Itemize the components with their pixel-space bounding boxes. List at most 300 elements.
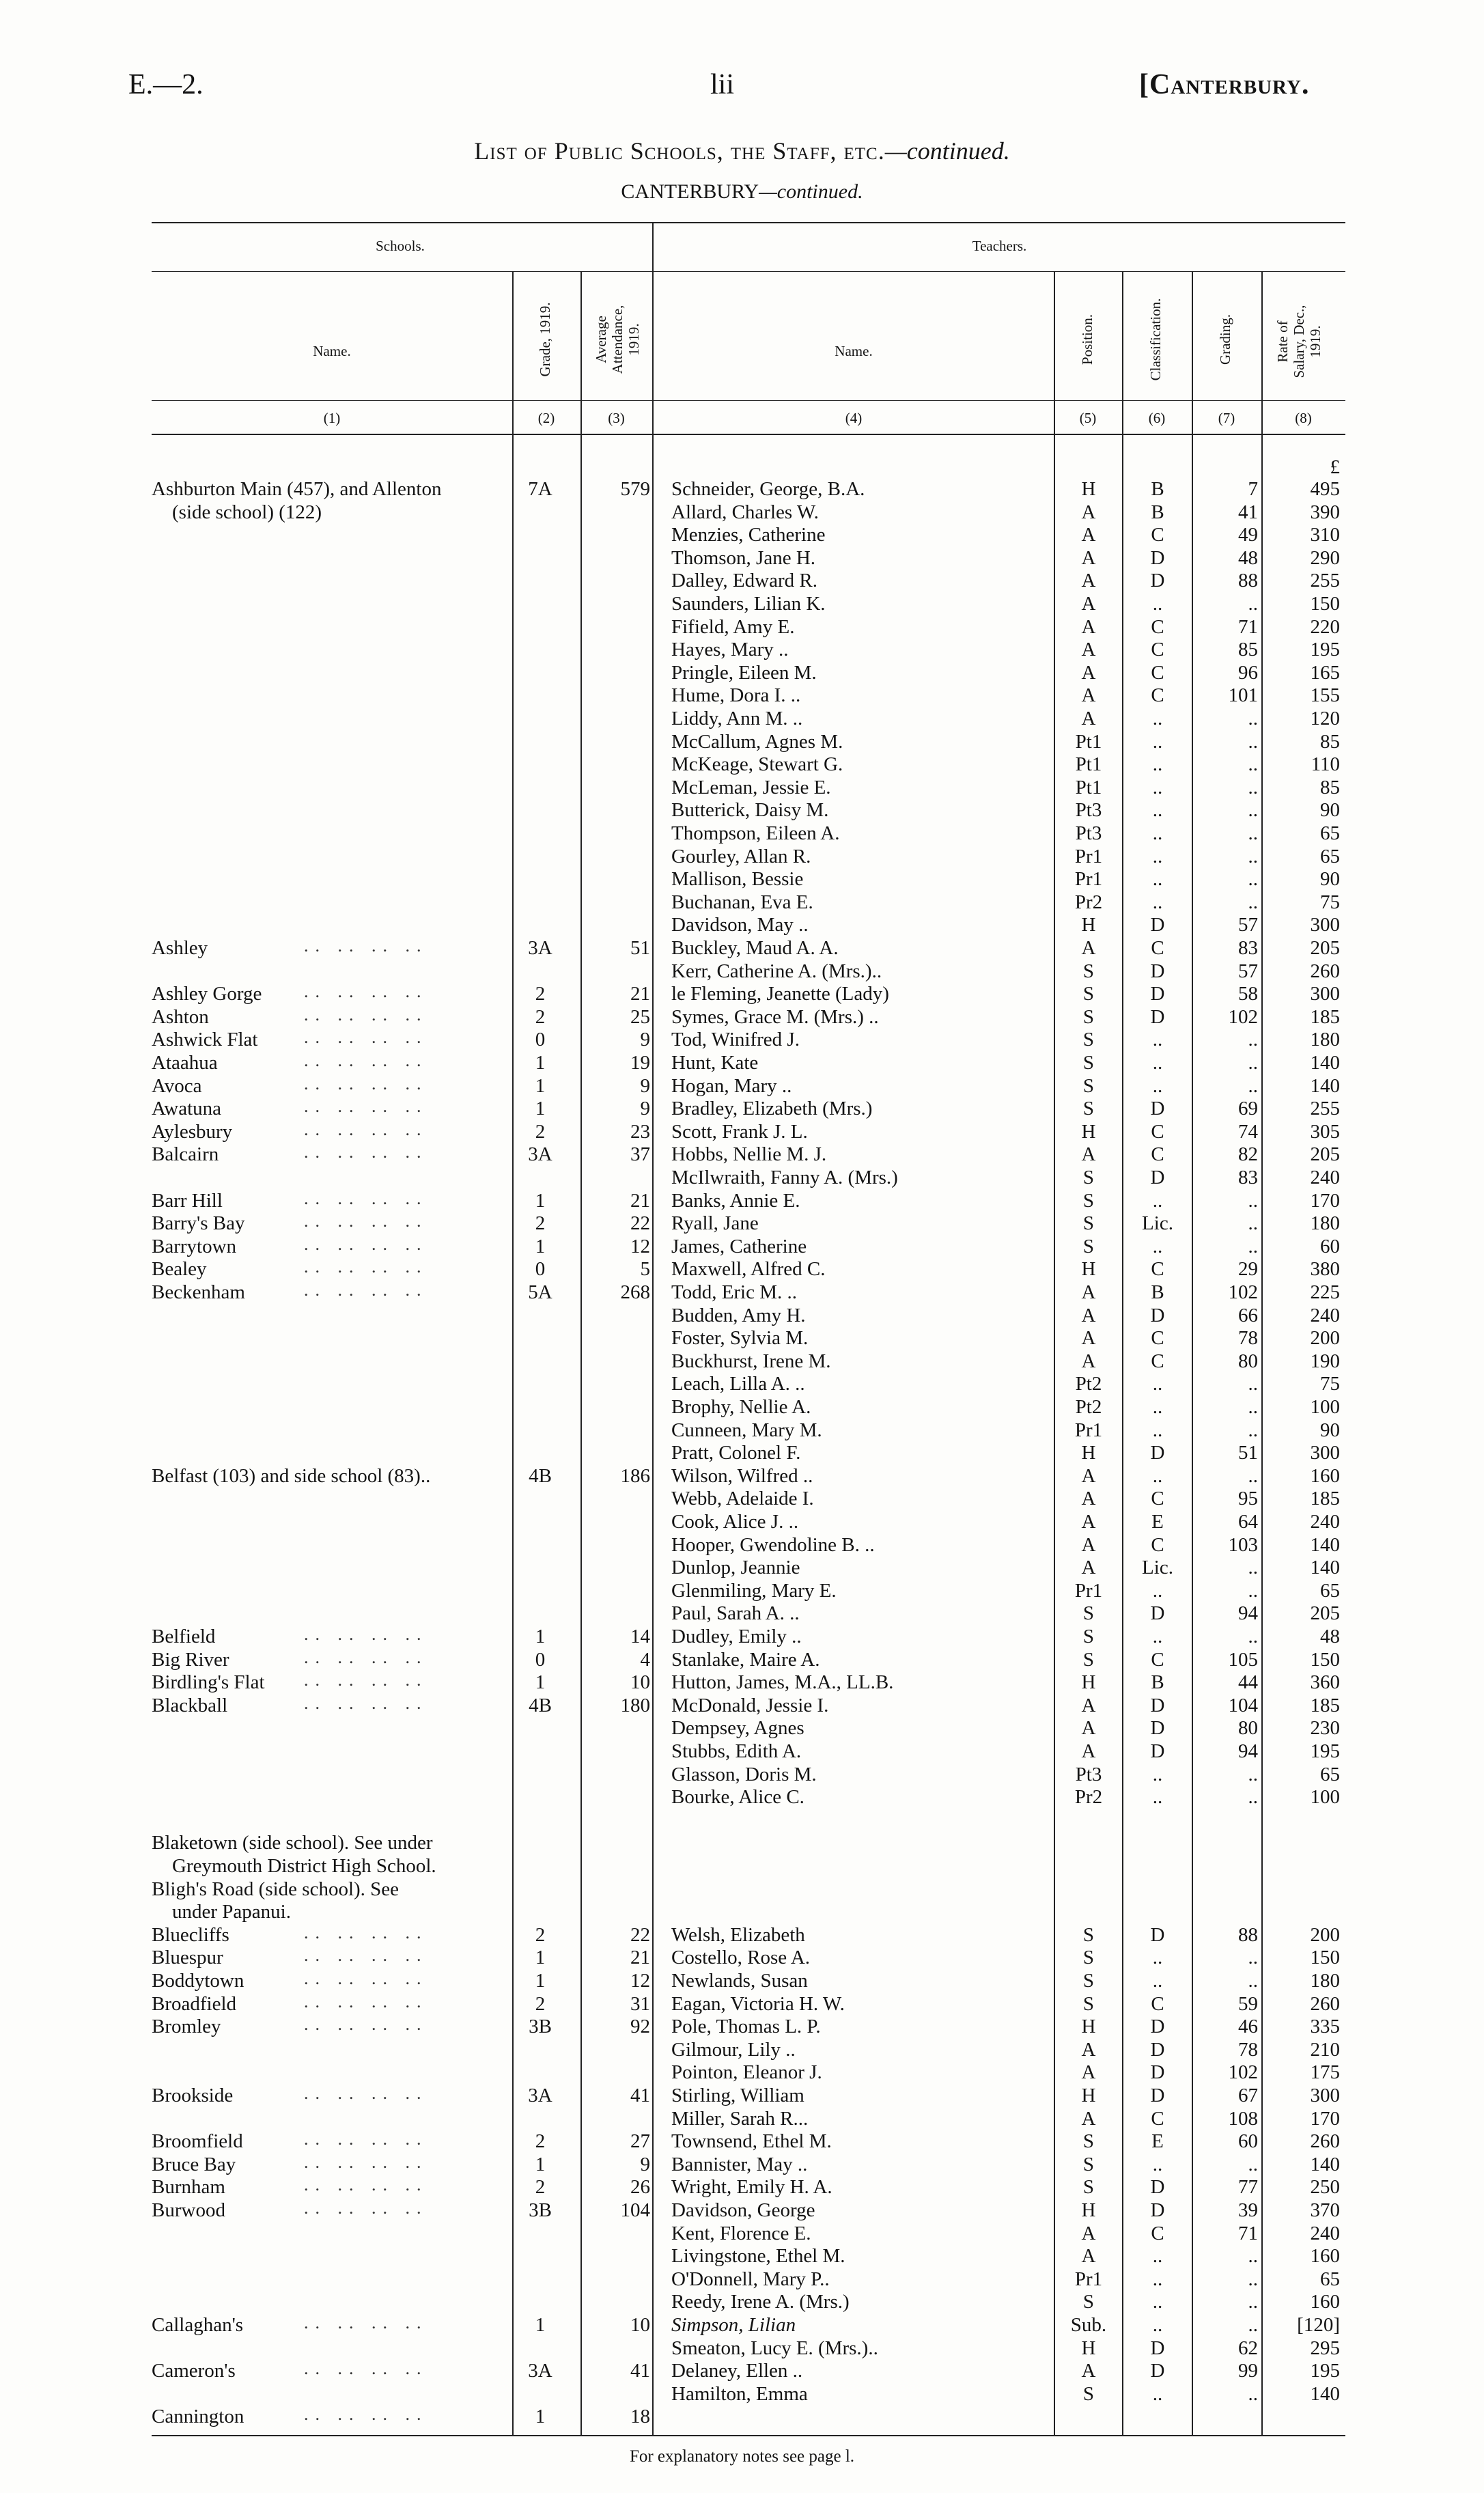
school-grade: 1 — [535, 1235, 546, 1257]
teacher-name: Cook, Alice J. .. — [671, 1511, 799, 1533]
teacher-salary: 150 — [1310, 1648, 1340, 1671]
school-name: Birdling's Flat — [152, 1671, 265, 1694]
teacher-classification: B — [1151, 1671, 1164, 1694]
teacher-grading: 57 — [1238, 914, 1258, 936]
teacher-salary: 75 — [1320, 891, 1340, 913]
teacher-classification: C — [1151, 684, 1164, 707]
teacher-classification: Lic. — [1142, 1212, 1173, 1235]
teacher-classification: .. — [1152, 1419, 1163, 1441]
teacher-salary: 390 — [1310, 501, 1340, 523]
school-attendance: 23 — [630, 1120, 650, 1143]
teacher-grading: 80 — [1238, 1350, 1258, 1372]
teacher-position: S — [1082, 1923, 1095, 1946]
teacher-salary: 90 — [1320, 868, 1340, 891]
teacher-grading: 101 — [1228, 684, 1258, 707]
group-teachers: Teachers. — [972, 238, 1027, 254]
leader-dots: .. .. .. .. — [304, 2358, 428, 2379]
teacher-name: Hume, Dora I. .. — [671, 684, 801, 707]
teacher-name: Smeaton, Lucy E. (Mrs.).. — [671, 2337, 878, 2359]
teacher-classification: .. — [1152, 593, 1163, 615]
teacher-name: Bradley, Elizabeth (Mrs.) — [671, 1098, 873, 1120]
teacher-salary: 60 — [1320, 1235, 1340, 1257]
teacher-name: James, Catherine — [671, 1235, 807, 1257]
leader-dots: .. .. .. .. — [304, 1142, 428, 1162]
teacher-classification: C — [1151, 524, 1164, 546]
leader-dots: .. .. .. .. — [304, 1234, 428, 1254]
teacher-name: Maxwell, Alfred C. — [671, 1258, 826, 1281]
teacher-grading: 59 — [1238, 1992, 1258, 2015]
teacher-salary: 220 — [1310, 615, 1340, 638]
school-name: Barrytown — [152, 1235, 237, 1257]
teacher-position: A — [1081, 2360, 1096, 2382]
teacher-salary: 100 — [1310, 1786, 1340, 1809]
teacher-name: Dudley, Emily .. — [671, 1626, 802, 1647]
teacher-salary: 240 — [1310, 1511, 1340, 1533]
teacher-salary: 110 — [1311, 753, 1340, 776]
teacher-position: A — [1081, 1740, 1096, 1762]
teacher-grading: .. — [1248, 753, 1258, 776]
teacher-salary: 160 — [1310, 1464, 1340, 1487]
school-attendance: 26 — [630, 2176, 650, 2199]
teacher-salary: 190 — [1310, 1350, 1340, 1372]
teacher-salary: 255 — [1310, 570, 1340, 592]
header-salary-text: Rate of Salary, Dec., 1919. — [1274, 305, 1324, 378]
school-attendance: 25 — [630, 1005, 650, 1028]
school-name: Belfast (103) and side school (83).. — [152, 1464, 431, 1487]
teacher-salary: 290 — [1310, 546, 1340, 569]
teacher-grading: 64 — [1238, 1511, 1258, 1533]
teacher-name: Miller, Sarah R... — [671, 2107, 809, 2130]
teacher-grading: .. — [1248, 1373, 1258, 1395]
school-name: Burnham — [152, 2176, 225, 2199]
teacher-position: A — [1081, 524, 1096, 546]
school-grade: 3A — [528, 2360, 552, 2382]
teacher-position: S — [1082, 2291, 1095, 2313]
teacher-position: A — [1081, 1281, 1096, 1303]
school-attendance: 186 — [620, 1464, 650, 1487]
teacher-position: H — [1081, 1442, 1096, 1464]
teacher-name: Butterick, Daisy M. — [671, 799, 829, 822]
school-name: Bruce Bay — [152, 2153, 236, 2175]
teacher-name: Dempsey, Agnes — [671, 1717, 804, 1740]
teacher-name: Menzies, Catherine — [671, 524, 826, 546]
teacher-salary: 185 — [1310, 1488, 1340, 1510]
school-name: under Papanui. — [172, 1901, 291, 1923]
teacher-name: Costello, Rose A. — [671, 1947, 811, 1969]
leader-dots: .. .. .. .. — [304, 1096, 428, 1117]
school-name: Barr Hill — [152, 1189, 223, 1212]
teacher-grading: 66 — [1238, 1304, 1258, 1326]
teacher-position: A — [1081, 2038, 1096, 2061]
teacher-grading: 67 — [1238, 2085, 1258, 2106]
school-grade: 5A — [528, 1281, 552, 1303]
teacher-salary: 300 — [1310, 983, 1340, 1005]
teacher-grading: 82 — [1238, 1143, 1258, 1166]
teacher-classification: .. — [1152, 799, 1163, 822]
teacher-grading: 95 — [1238, 1488, 1258, 1510]
teacher-grading: .. — [1248, 1396, 1258, 1418]
teacher-position: A — [1081, 2061, 1096, 2084]
column-number: (1) — [323, 410, 341, 426]
school-attendance: 180 — [620, 1694, 650, 1716]
teacher-grading: .. — [1248, 1052, 1258, 1074]
teacher-grading: 60 — [1238, 2130, 1258, 2153]
school-grade: 1 — [535, 2406, 546, 2428]
teacher-name: Hooper, Gwendoline B. .. — [671, 1533, 875, 1556]
teacher-name: Thomson, Jane H. — [671, 546, 816, 569]
school-grade: 0 — [535, 1258, 546, 1281]
teacher-salary: 155 — [1310, 684, 1340, 707]
teacher-classification: E — [1151, 1511, 1164, 1533]
school-attendance: 4 — [640, 1648, 650, 1671]
teacher-classification: .. — [1152, 1235, 1163, 1257]
teacher-name: Bourke, Alice C. — [671, 1786, 804, 1809]
teacher-classification: D — [1150, 1167, 1165, 1188]
column-number: (2) — [537, 410, 555, 426]
teacher-name: McLeman, Jessie E. — [671, 776, 831, 798]
teacher-classification: .. — [1152, 730, 1163, 753]
teacher-salary: 85 — [1320, 730, 1340, 753]
teacher-salary: 140 — [1310, 2382, 1340, 2405]
teacher-name: Fifield, Amy E. — [671, 615, 795, 638]
teacher-name: Brophy, Nellie A. — [671, 1396, 811, 1418]
teacher-salary: 65 — [1320, 1763, 1340, 1785]
teacher-salary: 370 — [1310, 2199, 1340, 2221]
teacher-name: Schneider, George, B.A. — [671, 478, 865, 500]
teacher-name: Newlands, Susan — [671, 1970, 808, 1992]
subtitle-text: CANTERBURY — [621, 180, 759, 203]
teacher-classification: D — [1150, 2176, 1165, 2199]
teacher-position: Pt2 — [1075, 1373, 1102, 1395]
teacher-position: A — [1081, 593, 1096, 615]
teacher-salary: 305 — [1310, 1120, 1340, 1143]
header-attendance-text: Average Attendance, 1919. — [593, 305, 643, 374]
school-grade: 1 — [535, 2153, 546, 2175]
teacher-position: Pt3 — [1075, 822, 1102, 844]
teacher-salary: 205 — [1310, 1143, 1340, 1166]
teacher-position: Sub. — [1070, 2314, 1107, 2336]
school-attendance: 18 — [630, 2406, 650, 2428]
teacher-name: McDonald, Jessie I. — [671, 1694, 829, 1716]
teacher-position: A — [1081, 546, 1096, 569]
teacher-name: Townsend, Ethel M. — [671, 2130, 832, 2153]
school-grade: 0 — [535, 1648, 546, 1671]
teacher-classification: C — [1151, 1327, 1164, 1350]
school-attendance: 5 — [640, 1258, 650, 1281]
teacher-position: A — [1081, 2222, 1096, 2244]
teacher-classification: D — [1150, 2085, 1165, 2106]
teacher-grading: .. — [1248, 1626, 1258, 1647]
teacher-position: Pr1 — [1074, 845, 1103, 867]
page-number: lii — [710, 69, 735, 100]
school-grade: 4B — [529, 1464, 552, 1487]
teacher-classification: B — [1151, 501, 1164, 523]
teacher-salary: 180 — [1310, 1029, 1340, 1051]
school-name: Blaketown (side school). See under — [152, 1832, 433, 1854]
school-name: Bealey — [152, 1258, 207, 1281]
school-grade: 2 — [535, 983, 546, 1005]
teacher-position: A — [1081, 1557, 1096, 1579]
leader-dots: .. .. .. .. — [304, 1280, 428, 1300]
school-attendance: 10 — [630, 2314, 650, 2336]
leader-dots: .. .. .. .. — [304, 2198, 428, 2218]
school-name: Bromley — [152, 2016, 221, 2038]
teacher-position: S — [1082, 1648, 1095, 1671]
teacher-classification: C — [1151, 1120, 1164, 1143]
teacher-grading: .. — [1248, 1763, 1258, 1785]
teacher-position: Pt1 — [1075, 753, 1102, 776]
teacher-classification: .. — [1152, 891, 1163, 913]
teacher-grading: .. — [1248, 1947, 1258, 1969]
page-code: E.—2. — [128, 69, 204, 100]
teacher-name: Paul, Sarah A. .. — [671, 1602, 800, 1625]
teacher-position: A — [1081, 1533, 1096, 1556]
teacher-position: A — [1081, 708, 1096, 729]
school-name: Bluespur — [152, 1947, 223, 1969]
teacher-position: S — [1082, 2176, 1095, 2199]
teacher-classification: .. — [1152, 2382, 1163, 2405]
teacher-name: Davidson, May .. — [671, 914, 809, 936]
teacher-grading: .. — [1248, 1212, 1258, 1235]
teacher-position: S — [1082, 1947, 1095, 1969]
school-attendance: 31 — [630, 1992, 650, 2015]
school-attendance: 12 — [630, 1235, 650, 1257]
teacher-name: Stubbs, Edith A. — [671, 1740, 802, 1762]
teacher-classification: .. — [1152, 2153, 1163, 2175]
teacher-name: Hayes, Mary .. — [671, 639, 789, 661]
teacher-grading: 29 — [1238, 1258, 1258, 1281]
teacher-grading: .. — [1248, 2153, 1258, 2175]
school-grade: 1 — [535, 1074, 546, 1097]
teacher-position: S — [1082, 1626, 1095, 1647]
teacher-position: A — [1081, 1464, 1096, 1487]
school-attendance: 41 — [630, 2085, 650, 2106]
teacher-name: Pringle, Eileen M. — [671, 661, 817, 684]
page-subtitle — [0, 180, 1484, 204]
teacher-name: Liddy, Ann M. .. — [671, 708, 803, 729]
teacher-salary: 90 — [1320, 1419, 1340, 1441]
teacher-salary: 185 — [1310, 1005, 1340, 1028]
teacher-salary: 65 — [1320, 845, 1340, 867]
teacher-name: Delaney, Ellen .. — [671, 2360, 803, 2382]
teacher-name: Pole, Thomas L. P. — [671, 2016, 821, 2038]
teacher-classification: B — [1151, 478, 1164, 500]
school-grade: 3A — [528, 937, 552, 959]
teacher-classification: D — [1150, 1923, 1165, 1946]
teacher-grading: 51 — [1238, 1442, 1258, 1464]
teacher-salary: 195 — [1310, 639, 1340, 661]
school-name: (side school) (122) — [172, 501, 322, 523]
teacher-position: S — [1082, 1235, 1095, 1257]
school-grade: 1 — [535, 1189, 546, 1212]
leader-dots: .. .. .. .. — [304, 2151, 428, 2172]
school-attendance: 10 — [630, 1671, 650, 1694]
teacher-classification: .. — [1152, 1074, 1163, 1097]
teacher-position: S — [1082, 2382, 1095, 2405]
school-name: Balcairn — [152, 1143, 219, 1166]
teacher-classification: D — [1150, 1098, 1165, 1120]
teacher-name: Buchanan, Eva E. — [671, 891, 813, 913]
teacher-grading: 78 — [1238, 2038, 1258, 2061]
school-attendance: 268 — [620, 1281, 650, 1303]
teacher-grading: 46 — [1238, 2016, 1258, 2038]
teacher-name: Livingstone, Ethel M. — [671, 2245, 845, 2268]
teacher-grading: .. — [1248, 799, 1258, 822]
school-grade: 1 — [535, 1052, 546, 1074]
teacher-salary: 260 — [1310, 2130, 1340, 2153]
teacher-salary: 255 — [1310, 1098, 1340, 1120]
teacher-classification: E — [1151, 2130, 1164, 2153]
teacher-grading: 62 — [1238, 2337, 1258, 2359]
teacher-classification: D — [1150, 983, 1165, 1005]
school-name: Callaghan's — [152, 2314, 244, 2336]
school-grade: 3B — [529, 2199, 552, 2221]
teacher-classification: .. — [1152, 1373, 1163, 1395]
teacher-salary: 205 — [1310, 1602, 1340, 1625]
teacher-position: S — [1082, 983, 1095, 1005]
teacher-classification: .. — [1152, 868, 1163, 891]
teacher-grading: 105 — [1228, 1648, 1258, 1671]
teacher-position: A — [1081, 1488, 1096, 1510]
teacher-name: Kerr, Catherine A. (Mrs.).. — [671, 960, 882, 982]
teacher-classification: C — [1151, 639, 1164, 661]
teacher-grading: 80 — [1238, 1717, 1258, 1740]
school-name: Ashley Gorge — [152, 983, 262, 1005]
teacher-name: Gourley, Allan R. — [671, 845, 811, 867]
teacher-classification: D — [1150, 570, 1165, 592]
teacher-salary: 295 — [1310, 2337, 1340, 2359]
teacher-grading: .. — [1248, 868, 1258, 891]
teacher-salary: 170 — [1310, 1189, 1340, 1212]
school-grade: 7A — [528, 478, 552, 500]
teacher-grading: .. — [1248, 1029, 1258, 1051]
teacher-name: Ryall, Jane — [671, 1212, 759, 1235]
school-name: Broomfield — [152, 2130, 243, 2153]
teacher-classification: D — [1150, 546, 1165, 569]
teacher-name: Hutton, James, M.A., LL.B. — [671, 1671, 894, 1694]
leader-dots: .. .. .. .. — [304, 1188, 428, 1208]
teacher-grading: 69 — [1238, 1098, 1258, 1120]
teacher-position: Pt1 — [1075, 730, 1102, 753]
teacher-grading: .. — [1248, 1557, 1258, 1579]
teacher-classification: .. — [1152, 845, 1163, 867]
teacher-position: Pr2 — [1074, 1786, 1103, 1809]
school-name: Cameron's — [152, 2360, 236, 2382]
header-position: Position. — [1079, 314, 1095, 365]
teacher-classification: .. — [1152, 2291, 1163, 2313]
teacher-grading: 71 — [1238, 615, 1258, 638]
teacher-classification: .. — [1152, 1947, 1163, 1969]
school-grade: 2 — [535, 1005, 546, 1028]
teacher-salary: 300 — [1310, 1442, 1340, 1464]
teacher-salary: 360 — [1310, 1671, 1340, 1694]
leader-dots: .. .. .. .. — [304, 2014, 428, 2035]
teacher-name: Kent, Florence E. — [671, 2222, 811, 2244]
header-school-name: Name. — [313, 343, 351, 359]
teacher-classification: Lic. — [1142, 1557, 1173, 1579]
school-grade: 2 — [535, 1212, 546, 1235]
teacher-classification: C — [1151, 1533, 1164, 1556]
teacher-salary: 100 — [1310, 1396, 1340, 1418]
teacher-name: Saunders, Lilian K. — [671, 593, 826, 615]
school-grade: 3A — [528, 2085, 552, 2106]
teacher-grading: .. — [1248, 2382, 1258, 2405]
teacher-grading: 108 — [1228, 2107, 1258, 2130]
school-name: Belfield — [152, 1626, 216, 1647]
teacher-name: Hamilton, Emma — [671, 2382, 808, 2405]
teacher-salary: 495 — [1310, 478, 1340, 500]
leader-dots: .. .. .. .. — [304, 1257, 428, 1277]
teacher-position: S — [1082, 1212, 1095, 1235]
leader-dots: .. .. .. .. — [304, 1647, 428, 1667]
teacher-position: Pt3 — [1075, 1763, 1102, 1785]
teacher-position: H — [1081, 914, 1096, 936]
teacher-classification: C — [1151, 661, 1164, 684]
column-number: (4) — [845, 410, 863, 426]
teacher-salary: 140 — [1310, 2153, 1340, 2175]
teacher-classification: C — [1151, 2107, 1164, 2130]
teacher-grading: 102 — [1228, 2061, 1258, 2084]
teacher-position: S — [1082, 2130, 1095, 2153]
teacher-position: Pt1 — [1075, 776, 1102, 798]
teacher-position: H — [1081, 2337, 1096, 2359]
teacher-classification: D — [1150, 1005, 1165, 1028]
teacher-name: McIlwraith, Fanny A. (Mrs.) — [671, 1167, 898, 1188]
school-grade: 1 — [535, 2314, 546, 2336]
school-grade: 4B — [529, 1694, 552, 1716]
school-grade: 1 — [535, 1626, 546, 1647]
school-name: Bligh's Road (side school). See — [152, 1878, 400, 1900]
teacher-grading: 49 — [1238, 524, 1258, 546]
teacher-salary: 225 — [1310, 1281, 1340, 1303]
school-name: Avoca — [152, 1074, 202, 1097]
currency-symbol: £ — [1330, 456, 1340, 478]
leader-dots: .. .. .. .. — [304, 2175, 428, 2195]
header-grade: Grade, 1919. — [537, 302, 553, 377]
leader-dots: .. .. .. .. — [304, 2129, 428, 2149]
header-attendance — [593, 288, 642, 391]
teacher-classification: D — [1150, 1602, 1165, 1625]
column-number: (7) — [1218, 410, 1235, 426]
teacher-position: H — [1081, 2016, 1096, 2038]
teacher-position: A — [1081, 661, 1096, 684]
teacher-grading: 96 — [1238, 661, 1258, 684]
teacher-position: S — [1082, 1167, 1095, 1188]
teacher-name: Dalley, Edward R. — [671, 570, 817, 592]
teacher-grading: 58 — [1238, 983, 1258, 1005]
teacher-salary: 175 — [1310, 2061, 1340, 2084]
school-attendance: 104 — [620, 2199, 650, 2221]
teacher-grading: 71 — [1238, 2222, 1258, 2244]
teacher-name: Buckhurst, Irene M. — [671, 1350, 831, 1372]
column-number: (5) — [1079, 410, 1097, 426]
teacher-grading: 57 — [1238, 960, 1258, 982]
teacher-position: A — [1081, 1511, 1096, 1533]
teacher-name: Buckley, Maud A. A. — [671, 937, 839, 959]
teacher-salary: 75 — [1320, 1373, 1340, 1395]
teacher-salary: 185 — [1310, 1694, 1340, 1716]
teacher-salary: 210 — [1310, 2038, 1340, 2061]
teacher-classification: .. — [1152, 1029, 1163, 1051]
teacher-position: S — [1082, 1074, 1095, 1097]
teacher-position: H — [1081, 478, 1096, 500]
column-number: (8) — [1295, 410, 1312, 426]
teacher-grading: 102 — [1228, 1281, 1258, 1303]
school-name: Boddytown — [152, 1970, 244, 1992]
teacher-grading: .. — [1248, 822, 1258, 844]
teacher-classification: D — [1150, 2337, 1165, 2359]
leader-dots: .. .. .. .. — [304, 1211, 428, 1231]
